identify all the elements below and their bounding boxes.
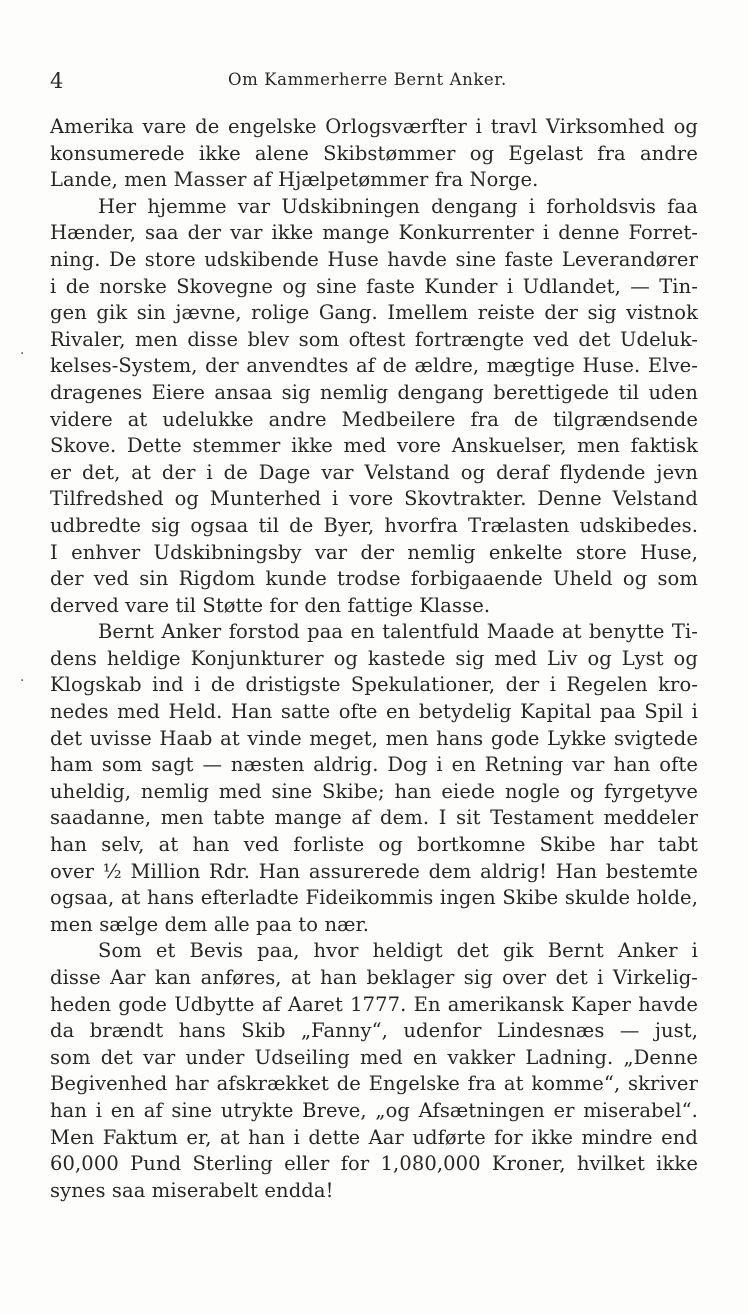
text-line: Bernt Anker forstod paa en talentfuld Maade at benytte Ti- — [98, 620, 698, 644]
text-line: dragenes Eiere ansaa sig nemlig dengang berettigede til uden — [50, 380, 698, 404]
text-line: nedes med Held. Han satte ofte en betydelig Kapital paa Spil i — [50, 700, 698, 724]
text-line: i de norske Skovegne og sine faste Kunder i Udlandet, — Tin- — [50, 274, 698, 298]
text-line: I enhver Udskibningsby var der nemlig enkelte store Huse, — [50, 540, 698, 564]
text-line: saadanne, men tabte mange af dem. I sit Testament meddeler — [50, 806, 698, 830]
text-line: Lande, men Masser af Hjælpetømmer fra Norge. — [50, 168, 539, 192]
text-line: ogsaa, at hans efterladte Fideikommis ingen Skibe skulde holde, — [50, 886, 698, 910]
text-line: uheldig, nemlig med sine Skibe; han eiede nogle og fyrgetyve — [50, 779, 698, 803]
text-line: Men Faktum er, at han i dette Aar udførte for ikke mindre end — [50, 1125, 698, 1149]
text-line: heden gode Udbytte af Aaret 1777. En amerikansk Kaper havde — [50, 992, 698, 1016]
text-line: gen gik sin jævne, rolige Gang. Imellem reiste der sig vistnok — [50, 301, 698, 325]
text-line: Tilfredshed og Munterhed i vore Skovtrakter. Denne Velstand — [50, 487, 698, 511]
text-line: ning. De store udskibende Huse havde sine faste Leverandører — [50, 247, 698, 271]
text-line: dens heldige Konjunkturer og kastede sig med Liv og Lyst og — [50, 646, 698, 670]
text-line: disse Aar kan anføres, at han beklager sig over det i Virkelig- — [50, 966, 698, 989]
text-line: som det var under Udseiling med en vakker Ladning. „Denne — [50, 1045, 698, 1069]
text-line: Rivaler, men disse blev som oftest fortrængte ved det Udeluk- — [50, 327, 698, 351]
text-line: udbredte sig ogsaa til de Byer, hvorfra Trælasten udskibedes. — [50, 513, 698, 537]
text-line: Begivenhed har afskrækket de Engelske fra at komme“, skriver — [50, 1072, 698, 1096]
text-line: da brændt hans Skib „Fanny“, udenfor Lindesnæs — just, — [50, 1019, 698, 1043]
text-line: derved vare til Støtte for den fattige Klasse. — [50, 593, 491, 617]
text-line: 60,000 Pund Sterling eller for 1,080,000 Kroner, hvilket ikke — [50, 1152, 698, 1176]
text-line: han selv, at han ved forliste og bortkomne Skibe har tabt — [50, 833, 698, 857]
text-line: Som et Bevis paa, hvor heldigt det gik Bernt Anker i — [98, 939, 698, 963]
text-line: konsumerede ikke alene Skibstømmer og Egelast fra andre — [50, 141, 698, 165]
body-text — [50, 114, 698, 1204]
text-line: Skove. Dette stemmer ikke med vore Anskuelser, men faktisk — [50, 434, 698, 458]
text-line: over ½ Million Rdr. Han assurerede dem aldrig! Han bestemte — [50, 859, 698, 883]
margin-mark: · — [20, 346, 25, 362]
page-number: 4 — [50, 69, 64, 93]
text-line: er det, at der i de Dage var Velstand og deraf flydende jevn — [50, 460, 698, 484]
text-line: der ved sin Rigdom kunde trodse forbigaaende Uheld og som — [50, 567, 698, 591]
text-line: ham som sagt — næsten aldrig. Dog i en Retning var han ofte — [50, 753, 698, 777]
text-line: det uvisse Haab at vinde meget, men hans gode Lykke svigtede — [50, 726, 698, 750]
text-line: men sælge dem alle paa to nær. — [50, 912, 370, 936]
margin-mark: · — [20, 673, 25, 689]
running-head — [50, 66, 698, 96]
text-line: Her hjemme var Udskibningen dengang i forholdsvis faa — [98, 194, 698, 218]
text-line: videre at udelukke andre Medbeilere fra de tilgrændsende — [50, 407, 698, 431]
text-line: kelses-System, der anvendtes af de ældre, mægtige Huse. Elve- — [50, 354, 698, 378]
running-head-title: Om Kammerherre Bernt Anker. — [228, 70, 507, 89]
text-line: synes saa miserabelt endda! — [50, 1178, 334, 1202]
text-line: Hænder, saa der var ikke mange Konkurrenter i denne Forret- — [50, 221, 698, 245]
text-line: han i en af sine utrykte Breve, „og Afsætningen er miserabel“. — [50, 1098, 698, 1122]
text-line: Amerika vare de engelske Orlogsværfter i travl Virksomhed og — [50, 115, 698, 138]
text-line: Klogskab ind i de dristigste Spekulationer, der i Regelen kro- — [50, 673, 698, 697]
